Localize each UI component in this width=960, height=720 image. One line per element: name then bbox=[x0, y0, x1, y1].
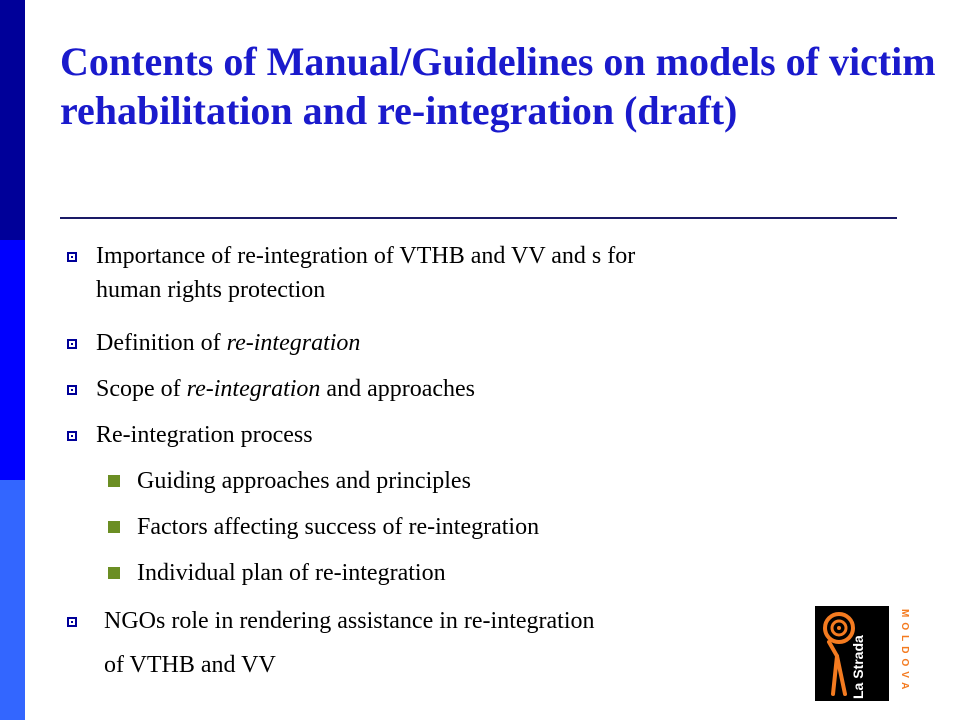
bullet-item-continuation: of VTHB and VV bbox=[104, 652, 276, 678]
square-bullet-icon bbox=[108, 475, 120, 487]
bullet-item bbox=[96, 239, 876, 307]
sub-bullet-item: Individual plan of re-integration bbox=[137, 560, 446, 586]
bullet-text-line2: human rights protection bbox=[96, 277, 326, 303]
box-bullet-icon bbox=[67, 617, 77, 627]
bullet-text-line1: Importance of re-integration of VTHB and VV and s for bbox=[96, 243, 636, 269]
box-bullet-icon bbox=[67, 431, 77, 441]
bullet-item bbox=[96, 326, 360, 360]
sub-bullet-item: Factors affecting success of re-integration bbox=[137, 514, 540, 540]
logo-side-text: MOLDOVA bbox=[899, 609, 910, 695]
bullet-item bbox=[96, 372, 475, 406]
bullet-text-suffix: and approaches bbox=[320, 376, 476, 402]
sub-bullet-item: Guiding approaches and principles bbox=[137, 468, 471, 494]
bullet-italic-text: re-integration bbox=[186, 376, 321, 402]
logo-main-text: La Strada bbox=[850, 635, 866, 699]
box-bullet-icon bbox=[67, 252, 77, 262]
box-bullet-icon bbox=[67, 385, 77, 395]
la-strada-logo-icon bbox=[815, 606, 910, 701]
bullet-item: NGOs role in rendering assistance in re-integration bbox=[104, 608, 595, 634]
bullet-text: Scope of bbox=[96, 376, 187, 402]
slide-title: Contents of Manual/Guidelines on models of victim rehabilitation and re-integration (draft) bbox=[60, 39, 936, 133]
bullet-italic-text: re-integration bbox=[226, 330, 361, 356]
square-bullet-icon bbox=[108, 567, 120, 579]
box-bullet-icon bbox=[67, 339, 77, 349]
bullet-text: Definition of bbox=[96, 330, 227, 356]
bullet-item: Re-integration process bbox=[96, 422, 313, 448]
square-bullet-icon bbox=[108, 521, 120, 533]
